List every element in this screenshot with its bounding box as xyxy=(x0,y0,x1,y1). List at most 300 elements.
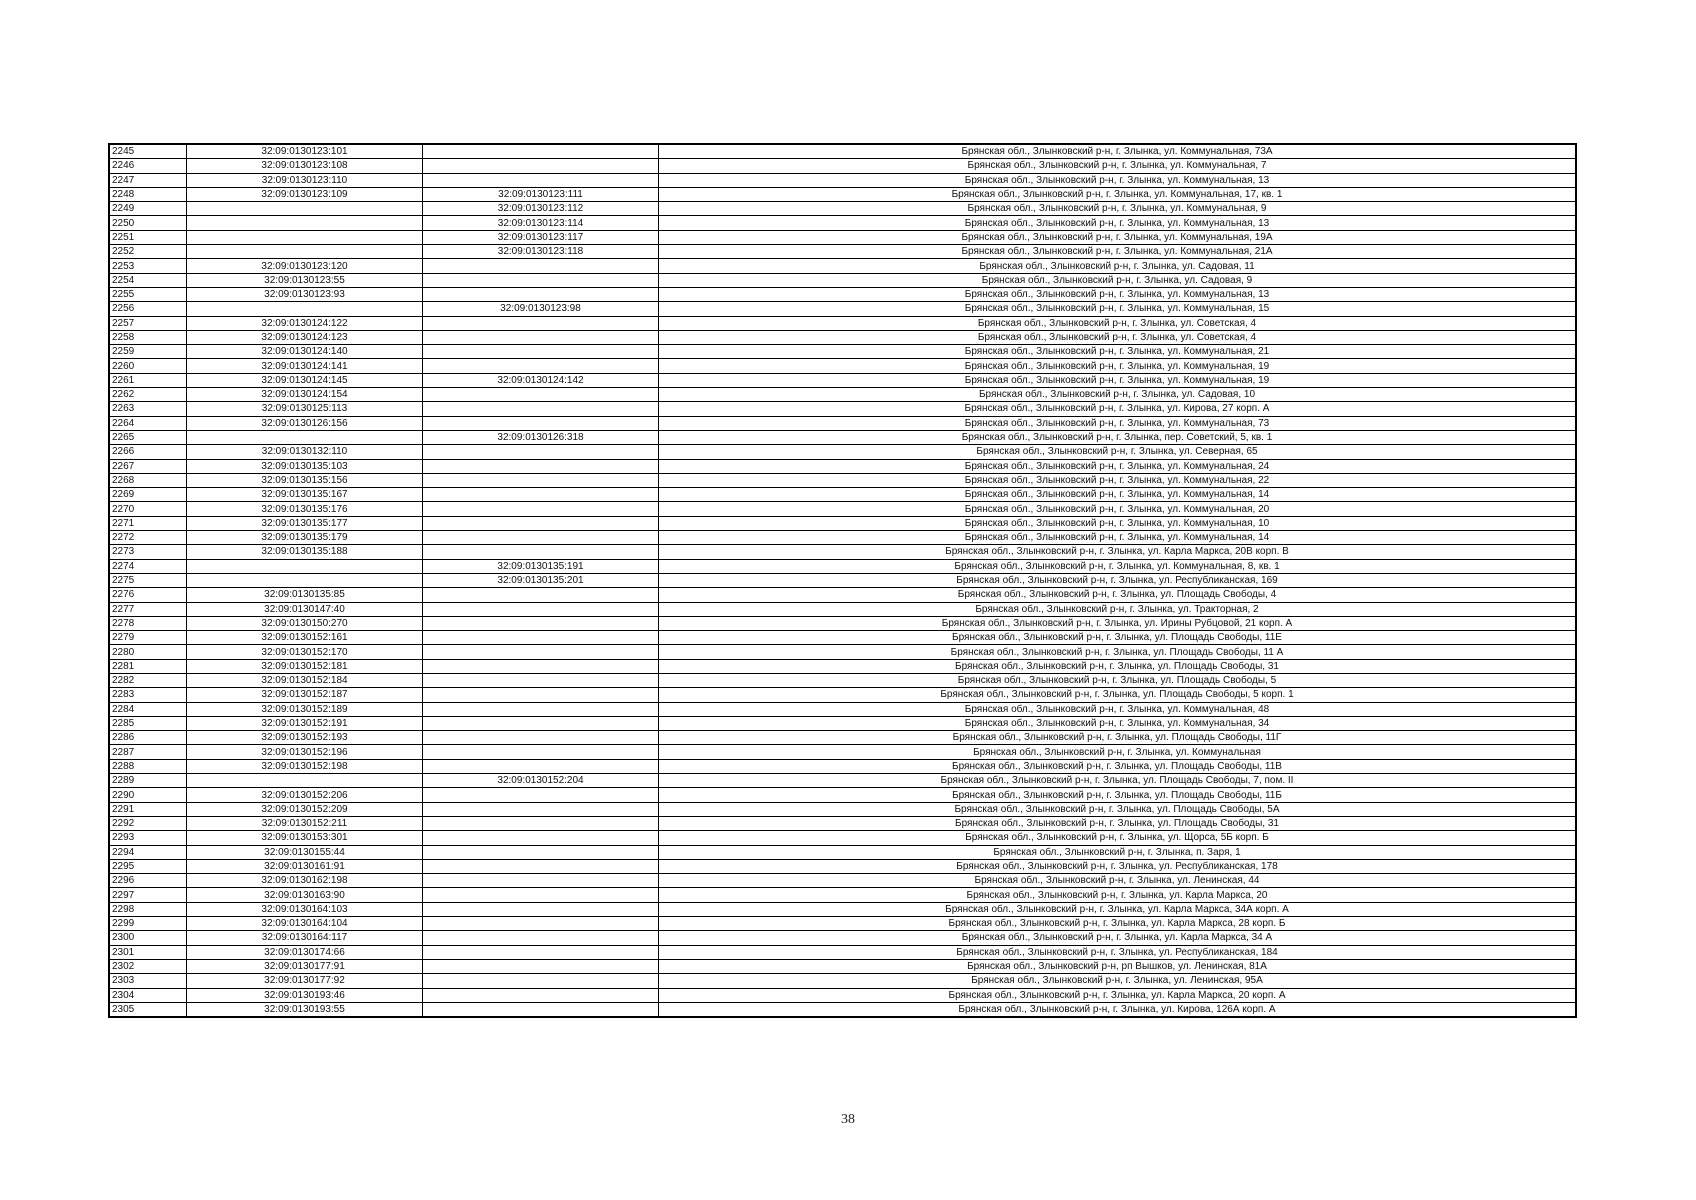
cadastral-number-cell: 32:09:0130124:122 xyxy=(187,316,423,330)
table-row xyxy=(110,488,1576,502)
row-number-cell: 2277 xyxy=(110,602,187,616)
address-cell: Брянская обл., Злынковский р-н, г. Злынка, ул. Площадь Свободы, 11Е xyxy=(659,631,1576,645)
property-register-table xyxy=(109,144,1576,1017)
table-row xyxy=(110,502,1576,516)
row-number-cell: 2249 xyxy=(110,202,187,216)
cadastral-number-cell: 32:09:0130152:196 xyxy=(187,745,423,759)
address-cell: Брянская обл., Злынковский р-н, г. Злынка, ул. Республиканская, 184 xyxy=(659,945,1576,959)
cadastral-number-cell: 32:09:0130164:103 xyxy=(187,902,423,916)
table-row xyxy=(110,287,1576,301)
related-cadastral-number-cell: 32:09:0130123:98 xyxy=(423,302,659,316)
address-cell: Брянская обл., Злынковский р-н, г. Злынка, ул. Коммунальная, 48 xyxy=(659,702,1576,716)
related-cadastral-number-cell xyxy=(423,702,659,716)
row-number-cell: 2269 xyxy=(110,488,187,502)
address-cell: Брянская обл., Злынковский р-н, г. Злынка, ул. Кирова, 126А корп. А xyxy=(659,1002,1576,1016)
row-number-cell: 2247 xyxy=(110,173,187,187)
cadastral-number-cell: 32:09:0130164:117 xyxy=(187,931,423,945)
cadastral-number-cell: 32:09:0130123:108 xyxy=(187,159,423,173)
related-cadastral-number-cell xyxy=(423,988,659,1002)
table-row xyxy=(110,459,1576,473)
cadastral-number-cell: 32:09:0130135:179 xyxy=(187,531,423,545)
related-cadastral-number-cell xyxy=(423,802,659,816)
row-number-cell: 2268 xyxy=(110,473,187,487)
table-row xyxy=(110,645,1576,659)
row-number-cell: 2275 xyxy=(110,573,187,587)
row-number-cell: 2266 xyxy=(110,445,187,459)
address-cell: Брянская обл., Злынковский р-н, г. Злынка, ул. Щорса, 5Б корп. Б xyxy=(659,831,1576,845)
address-cell: Брянская обл., Злынковский р-н, г. Злынка, ул. Коммунальная, 21 xyxy=(659,345,1576,359)
related-cadastral-number-cell xyxy=(423,330,659,344)
related-cadastral-number-cell xyxy=(423,545,659,559)
cadastral-number-cell xyxy=(187,559,423,573)
table-row xyxy=(110,859,1576,873)
address-cell: Брянская обл., Злынковский р-н, г. Злынка, ул. Республиканская, 178 xyxy=(659,859,1576,873)
related-cadastral-number-cell xyxy=(423,759,659,773)
table-row xyxy=(110,702,1576,716)
table-row xyxy=(110,545,1576,559)
cadastral-number-cell: 32:09:0130155:44 xyxy=(187,845,423,859)
row-number-cell: 2254 xyxy=(110,273,187,287)
related-cadastral-number-cell xyxy=(423,159,659,173)
cadastral-number-cell xyxy=(187,430,423,444)
table-row xyxy=(110,1002,1576,1016)
table-row xyxy=(110,216,1576,230)
row-number-cell: 2272 xyxy=(110,531,187,545)
related-cadastral-number-cell xyxy=(423,831,659,845)
table-row xyxy=(110,673,1576,687)
row-number-cell: 2299 xyxy=(110,917,187,931)
cadastral-number-cell: 32:09:0130123:120 xyxy=(187,259,423,273)
related-cadastral-number-cell xyxy=(423,688,659,702)
related-cadastral-number-cell: 32:09:0130123:111 xyxy=(423,187,659,201)
related-cadastral-number-cell xyxy=(423,902,659,916)
cadastral-number-cell: 32:09:0130152:189 xyxy=(187,702,423,716)
row-number-cell: 2301 xyxy=(110,945,187,959)
address-cell: Брянская обл., Злынковский р-н, г. Злынка, ул. Площадь Свободы, 5А xyxy=(659,802,1576,816)
cadastral-number-cell: 32:09:0130135:177 xyxy=(187,516,423,530)
related-cadastral-number-cell xyxy=(423,931,659,945)
related-cadastral-number-cell xyxy=(423,359,659,373)
address-cell: Брянская обл., Злынковский р-н, г. Злынка, ул. Коммунальная, 24 xyxy=(659,459,1576,473)
row-number-cell: 2259 xyxy=(110,345,187,359)
address-cell: Брянская обл., Злынковский р-н, г. Злынка, ул. Площадь Свободы, 11В xyxy=(659,759,1576,773)
address-cell: Брянская обл., Злынковский р-н, г. Злынка, ул. Площадь Свободы, 5 xyxy=(659,673,1576,687)
related-cadastral-number-cell xyxy=(423,145,659,159)
address-cell: Брянская обл., Злынковский р-н, г. Злынка, ул. Площадь Свободы, 31 xyxy=(659,816,1576,830)
related-cadastral-number-cell xyxy=(423,731,659,745)
row-number-cell: 2291 xyxy=(110,802,187,816)
cadastral-number-cell: 32:09:0130135:85 xyxy=(187,588,423,602)
address-cell: Брянская обл., Злынковский р-н, г. Злынка, ул. Коммунальная, 22 xyxy=(659,473,1576,487)
related-cadastral-number-cell: 32:09:0130123:114 xyxy=(423,216,659,230)
address-cell: Брянская обл., Злынковский р-н, г. Злынка, ул. Карла Маркса, 20В корп. В xyxy=(659,545,1576,559)
address-cell: Брянская обл., Злынковский р-н, г. Злынка, ул. Республиканская, 169 xyxy=(659,573,1576,587)
table-row xyxy=(110,373,1576,387)
address-cell: Брянская обл., Злынковский р-н, г. Злынка, ул. Тракторная, 2 xyxy=(659,602,1576,616)
related-cadastral-number-cell: 32:09:0130126:318 xyxy=(423,430,659,444)
cadastral-number-cell: 32:09:0130123:110 xyxy=(187,173,423,187)
row-number-cell: 2286 xyxy=(110,731,187,745)
address-cell: Брянская обл., Злынковский р-н, г. Злынка, ул. Коммунальная, 20 xyxy=(659,502,1576,516)
table-row xyxy=(110,959,1576,973)
address-cell: Брянская обл., Злынковский р-н, г. Злынка, ул. Площадь Свободы, 5 корп. 1 xyxy=(659,688,1576,702)
table-row xyxy=(110,302,1576,316)
related-cadastral-number-cell: 32:09:0130123:118 xyxy=(423,245,659,259)
cadastral-number-cell xyxy=(187,230,423,244)
row-number-cell: 2267 xyxy=(110,459,187,473)
cadastral-number-cell: 32:09:0130123:101 xyxy=(187,145,423,159)
cadastral-number-cell: 32:09:0130177:91 xyxy=(187,959,423,973)
row-number-cell: 2304 xyxy=(110,988,187,1002)
address-cell: Брянская обл., Злынковский р-н, г. Злынка, ул. Площадь Свободы, 11Б xyxy=(659,788,1576,802)
cadastral-number-cell xyxy=(187,202,423,216)
row-number-cell: 2302 xyxy=(110,959,187,973)
related-cadastral-number-cell xyxy=(423,631,659,645)
cadastral-number-cell: 32:09:0130135:167 xyxy=(187,488,423,502)
row-number-cell: 2300 xyxy=(110,931,187,945)
related-cadastral-number-cell xyxy=(423,416,659,430)
related-cadastral-number-cell xyxy=(423,345,659,359)
table-row xyxy=(110,688,1576,702)
address-cell: Брянская обл., Злынковский р-н, г. Злынка, ул. Коммунальная, 14 xyxy=(659,531,1576,545)
row-number-cell: 2303 xyxy=(110,974,187,988)
table-row xyxy=(110,416,1576,430)
table-row xyxy=(110,345,1576,359)
cadastral-number-cell: 32:09:0130135:176 xyxy=(187,502,423,516)
cadastral-number-cell: 32:09:0130124:141 xyxy=(187,359,423,373)
address-cell: Брянская обл., Злынковский р-н, г. Злынка, ул. Коммунальная, 14 xyxy=(659,488,1576,502)
row-number-cell: 2248 xyxy=(110,187,187,201)
address-cell: Брянская обл., Злынковский р-н, г. Злынка, ул. Площадь Свободы, 31 xyxy=(659,659,1576,673)
address-cell: Брянская обл., Злынковский р-н, г. Злынка, п. Заря, 1 xyxy=(659,845,1576,859)
related-cadastral-number-cell xyxy=(423,1002,659,1016)
related-cadastral-number-cell: 32:09:0130135:201 xyxy=(423,573,659,587)
address-cell: Брянская обл., Злынковский р-н, г. Злынка, ул. Карла Маркса, 34 А xyxy=(659,931,1576,945)
address-cell: Брянская обл., Злынковский р-н, г. Злынка, ул. Коммунальная, 9 xyxy=(659,202,1576,216)
address-cell: Брянская обл., Злынковский р-н, г. Злынка, ул. Коммунальная, 7 xyxy=(659,159,1576,173)
cadastral-number-cell: 32:09:0130152:181 xyxy=(187,659,423,673)
table-row xyxy=(110,531,1576,545)
cadastral-number-cell: 32:09:0130177:92 xyxy=(187,974,423,988)
related-cadastral-number-cell xyxy=(423,388,659,402)
row-number-cell: 2263 xyxy=(110,402,187,416)
table-row xyxy=(110,330,1576,344)
address-cell: Брянская обл., Злынковский р-н, г. Злынка, ул. Коммунальная, 15 xyxy=(659,302,1576,316)
table-row xyxy=(110,173,1576,187)
address-cell: Брянская обл., Злынковский р-н, г. Злынка, ул. Площадь Свободы, 11 А xyxy=(659,645,1576,659)
row-number-cell: 2273 xyxy=(110,545,187,559)
row-number-cell: 2290 xyxy=(110,788,187,802)
table-row xyxy=(110,745,1576,759)
table-row xyxy=(110,816,1576,830)
table-row xyxy=(110,802,1576,816)
row-number-cell: 2246 xyxy=(110,159,187,173)
row-number-cell: 2253 xyxy=(110,259,187,273)
cadastral-number-cell xyxy=(187,573,423,587)
related-cadastral-number-cell xyxy=(423,531,659,545)
related-cadastral-number-cell xyxy=(423,273,659,287)
row-number-cell: 2270 xyxy=(110,502,187,516)
cadastral-number-cell: 32:09:0130193:55 xyxy=(187,1002,423,1016)
address-cell: Брянская обл., Злынковский р-н, г. Злынка, ул. Карла Маркса, 20 xyxy=(659,888,1576,902)
table-row xyxy=(110,831,1576,845)
cadastral-number-cell: 32:09:0130152:191 xyxy=(187,716,423,730)
cadastral-number-cell xyxy=(187,216,423,230)
row-number-cell: 2281 xyxy=(110,659,187,673)
related-cadastral-number-cell xyxy=(423,316,659,330)
table-row xyxy=(110,945,1576,959)
row-number-cell: 2295 xyxy=(110,859,187,873)
related-cadastral-number-cell xyxy=(423,917,659,931)
address-cell: Брянская обл., Злынковский р-н, г. Злынка, ул. Площадь Свободы, 7, пом. II xyxy=(659,774,1576,788)
row-number-cell: 2305 xyxy=(110,1002,187,1016)
address-cell: Брянская обл., Злынковский р-н, г. Злынка, ул. Коммунальная, 13 xyxy=(659,216,1576,230)
cadastral-number-cell: 32:09:0130147:40 xyxy=(187,602,423,616)
address-cell: Брянская обл., Злынковский р-н, г. Злынка, ул. Садовая, 9 xyxy=(659,273,1576,287)
related-cadastral-number-cell: 32:09:0130135:191 xyxy=(423,559,659,573)
row-number-cell: 2274 xyxy=(110,559,187,573)
table-row xyxy=(110,573,1576,587)
related-cadastral-number-cell xyxy=(423,745,659,759)
cadastral-number-cell: 32:09:0130152:184 xyxy=(187,673,423,687)
row-number-cell: 2271 xyxy=(110,516,187,530)
table-row xyxy=(110,731,1576,745)
row-number-cell: 2276 xyxy=(110,588,187,602)
related-cadastral-number-cell xyxy=(423,287,659,301)
table-row xyxy=(110,588,1576,602)
address-cell: Брянская обл., Злынковский р-н, г. Злынка, ул. Коммунальная, 73А xyxy=(659,145,1576,159)
cadastral-number-cell: 32:09:0130124:140 xyxy=(187,345,423,359)
row-number-cell: 2262 xyxy=(110,388,187,402)
table-row xyxy=(110,145,1576,159)
table-row xyxy=(110,159,1576,173)
related-cadastral-number-cell xyxy=(423,845,659,859)
related-cadastral-number-cell: 32:09:0130123:117 xyxy=(423,230,659,244)
table-row xyxy=(110,931,1576,945)
row-number-cell: 2288 xyxy=(110,759,187,773)
table-row xyxy=(110,273,1576,287)
table-row xyxy=(110,974,1576,988)
table-row xyxy=(110,874,1576,888)
cadastral-number-cell: 32:09:0130164:104 xyxy=(187,917,423,931)
address-cell: Брянская обл., Злынковский р-н, г. Злынка, ул. Коммунальная, 8, кв. 1 xyxy=(659,559,1576,573)
row-number-cell: 2250 xyxy=(110,216,187,230)
table-row xyxy=(110,230,1576,244)
address-cell: Брянская обл., Злынковский р-н, г. Злынка, ул. Советская, 4 xyxy=(659,316,1576,330)
cadastral-number-cell: 32:09:0130132:110 xyxy=(187,445,423,459)
row-number-cell: 2287 xyxy=(110,745,187,759)
row-number-cell: 2284 xyxy=(110,702,187,716)
address-cell: Брянская обл., Злынковский р-н, г. Злынка, ул. Карла Маркса, 28 корп. Б xyxy=(659,917,1576,931)
row-number-cell: 2297 xyxy=(110,888,187,902)
related-cadastral-number-cell: 32:09:0130152:204 xyxy=(423,774,659,788)
address-cell: Брянская обл., Злынковский р-н, г. Злынка, ул. Коммунальная, 19 xyxy=(659,373,1576,387)
table-row xyxy=(110,245,1576,259)
cadastral-number-cell: 32:09:0130150:270 xyxy=(187,616,423,630)
cadastral-number-cell xyxy=(187,302,423,316)
cadastral-number-cell: 32:09:0130152:187 xyxy=(187,688,423,702)
address-cell: Брянская обл., Злынковский р-н, г. Злынка, пер. Советский, 5, кв. 1 xyxy=(659,430,1576,444)
table-row xyxy=(110,902,1576,916)
table-row xyxy=(110,845,1576,859)
related-cadastral-number-cell xyxy=(423,402,659,416)
address-cell: Брянская обл., Злынковский р-н, г. Злынка, ул. Садовая, 10 xyxy=(659,388,1576,402)
cadastral-number-cell: 32:09:0130152:170 xyxy=(187,645,423,659)
table-row xyxy=(110,631,1576,645)
row-number-cell: 2296 xyxy=(110,874,187,888)
table-row xyxy=(110,187,1576,201)
cadastral-number-cell: 32:09:0130152:211 xyxy=(187,816,423,830)
address-cell: Брянская обл., Злынковский р-н, г. Злынка, ул. Коммунальная, 19 xyxy=(659,359,1576,373)
row-number-cell: 2264 xyxy=(110,416,187,430)
related-cadastral-number-cell xyxy=(423,602,659,616)
address-cell: Брянская обл., Злынковский р-н, г. Злынка, ул. Площадь Свободы, 11Г xyxy=(659,731,1576,745)
cadastral-number-cell: 32:09:0130163:90 xyxy=(187,888,423,902)
row-number-cell: 2298 xyxy=(110,902,187,916)
table-row xyxy=(110,388,1576,402)
address-cell: Брянская обл., Злынковский р-н, г. Злынка, ул. Ленинская, 44 xyxy=(659,874,1576,888)
cadastral-number-cell: 32:09:0130135:156 xyxy=(187,473,423,487)
row-number-cell: 2265 xyxy=(110,430,187,444)
table-row xyxy=(110,402,1576,416)
related-cadastral-number-cell xyxy=(423,645,659,659)
address-cell: Брянская обл., Злынковский р-н, г. Злынка, ул. Кирова, 27 корп. А xyxy=(659,402,1576,416)
related-cadastral-number-cell xyxy=(423,459,659,473)
cadastral-number-cell: 32:09:0130152:198 xyxy=(187,759,423,773)
related-cadastral-number-cell xyxy=(423,588,659,602)
table-row xyxy=(110,788,1576,802)
row-number-cell: 2282 xyxy=(110,673,187,687)
related-cadastral-number-cell xyxy=(423,502,659,516)
table-row xyxy=(110,473,1576,487)
address-cell: Брянская обл., Злынковский р-н, г. Злынка, ул. Коммунальная xyxy=(659,745,1576,759)
row-number-cell: 2289 xyxy=(110,774,187,788)
table-row xyxy=(110,259,1576,273)
cadastral-number-cell xyxy=(187,774,423,788)
address-cell: Брянская обл., Злынковский р-н, г. Злынка, ул. Коммунальная, 73 xyxy=(659,416,1576,430)
row-number-cell: 2280 xyxy=(110,645,187,659)
cadastral-number-cell: 32:09:0130153:301 xyxy=(187,831,423,845)
cadastral-number-cell: 32:09:0130152:161 xyxy=(187,631,423,645)
cadastral-number-cell: 32:09:0130124:154 xyxy=(187,388,423,402)
cadastral-number-cell: 32:09:0130152:209 xyxy=(187,802,423,816)
related-cadastral-number-cell xyxy=(423,616,659,630)
table-body xyxy=(110,145,1576,1017)
row-number-cell: 2279 xyxy=(110,631,187,645)
address-cell: Брянская обл., Злынковский р-н, г. Злынка, ул. Коммунальная, 10 xyxy=(659,516,1576,530)
related-cadastral-number-cell xyxy=(423,959,659,973)
row-number-cell: 2292 xyxy=(110,816,187,830)
related-cadastral-number-cell xyxy=(423,445,659,459)
table-row xyxy=(110,430,1576,444)
table-row xyxy=(110,202,1576,216)
cadastral-number-cell: 32:09:0130152:206 xyxy=(187,788,423,802)
cadastral-number-cell: 32:09:0130125:113 xyxy=(187,402,423,416)
address-cell: Брянская обл., Злынковский р-н, г. Злынка, ул. Ирины Рубцовой, 21 корп. А xyxy=(659,616,1576,630)
cadastral-number-cell: 32:09:0130174:66 xyxy=(187,945,423,959)
address-cell: Брянская обл., Злынковский р-н, г. Злынка, ул. Ленинская, 95А xyxy=(659,974,1576,988)
cadastral-number-cell: 32:09:0130135:188 xyxy=(187,545,423,559)
address-cell: Брянская обл., Злынковский р-н, г. Злынка, ул. Коммунальная, 13 xyxy=(659,173,1576,187)
table-row xyxy=(110,316,1576,330)
address-cell: Брянская обл., Злынковский р-н, рп Вышков, ул. Ленинская, 81А xyxy=(659,959,1576,973)
row-number-cell: 2255 xyxy=(110,287,187,301)
row-number-cell: 2293 xyxy=(110,831,187,845)
related-cadastral-number-cell xyxy=(423,716,659,730)
related-cadastral-number-cell xyxy=(423,859,659,873)
table-row xyxy=(110,516,1576,530)
table-row xyxy=(110,888,1576,902)
address-cell: Брянская обл., Злынковский р-н, г. Злынка, ул. Коммунальная, 19А xyxy=(659,230,1576,244)
cadastral-number-cell: 32:09:0130124:145 xyxy=(187,373,423,387)
related-cadastral-number-cell xyxy=(423,488,659,502)
cadastral-number-cell: 32:09:0130135:103 xyxy=(187,459,423,473)
cadastral-number-cell: 32:09:0130123:109 xyxy=(187,187,423,201)
address-cell: Брянская обл., Злынковский р-н, г. Злынка, ул. Карла Маркса, 34А корп. А xyxy=(659,902,1576,916)
address-cell: Брянская обл., Злынковский р-н, г. Злынка, ул. Коммунальная, 17, кв. 1 xyxy=(659,187,1576,201)
related-cadastral-number-cell xyxy=(423,945,659,959)
cadastral-number-cell xyxy=(187,245,423,259)
row-number-cell: 2251 xyxy=(110,230,187,244)
address-cell: Брянская обл., Злынковский р-н, г. Злынка, ул. Коммунальная, 21А xyxy=(659,245,1576,259)
table-row xyxy=(110,716,1576,730)
related-cadastral-number-cell xyxy=(423,473,659,487)
table-row xyxy=(110,602,1576,616)
row-number-cell: 2261 xyxy=(110,373,187,387)
cadastral-number-cell: 32:09:0130124:123 xyxy=(187,330,423,344)
related-cadastral-number-cell xyxy=(423,516,659,530)
address-cell: Брянская обл., Злынковский р-н, г. Злынка, ул. Коммунальная, 34 xyxy=(659,716,1576,730)
row-number-cell: 2256 xyxy=(110,302,187,316)
row-number-cell: 2258 xyxy=(110,330,187,344)
table-row xyxy=(110,917,1576,931)
row-number-cell: 2260 xyxy=(110,359,187,373)
related-cadastral-number-cell: 32:09:0130123:112 xyxy=(423,202,659,216)
related-cadastral-number-cell xyxy=(423,874,659,888)
table-row xyxy=(110,616,1576,630)
cadastral-number-cell: 32:09:0130152:193 xyxy=(187,731,423,745)
related-cadastral-number-cell xyxy=(423,816,659,830)
related-cadastral-number-cell xyxy=(423,259,659,273)
table-row xyxy=(110,759,1576,773)
row-number-cell: 2283 xyxy=(110,688,187,702)
related-cadastral-number-cell xyxy=(423,173,659,187)
cadastral-number-cell: 32:09:0130193:46 xyxy=(187,988,423,1002)
cadastral-number-cell: 32:09:0130123:55 xyxy=(187,273,423,287)
address-cell: Брянская обл., Злынковский р-н, г. Злынка, ул. Карла Маркса, 20 корп. А xyxy=(659,988,1576,1002)
address-cell: Брянская обл., Злынковский р-н, г. Злынка, ул. Северная, 65 xyxy=(659,445,1576,459)
table-row xyxy=(110,774,1576,788)
related-cadastral-number-cell xyxy=(423,673,659,687)
table-row xyxy=(110,559,1576,573)
cadastral-number-cell: 32:09:0130123:93 xyxy=(187,287,423,301)
address-cell: Брянская обл., Злынковский р-н, г. Злынка, ул. Советская, 4 xyxy=(659,330,1576,344)
table-row xyxy=(110,659,1576,673)
address-cell: Брянская обл., Злынковский р-н, г. Злынка, ул. Садовая, 11 xyxy=(659,259,1576,273)
row-number-cell: 2252 xyxy=(110,245,187,259)
address-cell: Брянская обл., Злынковский р-н, г. Злынка, ул. Коммунальная, 13 xyxy=(659,287,1576,301)
row-number-cell: 2285 xyxy=(110,716,187,730)
related-cadastral-number-cell xyxy=(423,659,659,673)
table-row xyxy=(110,445,1576,459)
related-cadastral-number-cell: 32:09:0130124:142 xyxy=(423,373,659,387)
related-cadastral-number-cell xyxy=(423,974,659,988)
table-row xyxy=(110,988,1576,1002)
related-cadastral-number-cell xyxy=(423,888,659,902)
row-number-cell: 2245 xyxy=(110,145,187,159)
table-row xyxy=(110,359,1576,373)
cadastral-number-cell: 32:09:0130126:156 xyxy=(187,416,423,430)
